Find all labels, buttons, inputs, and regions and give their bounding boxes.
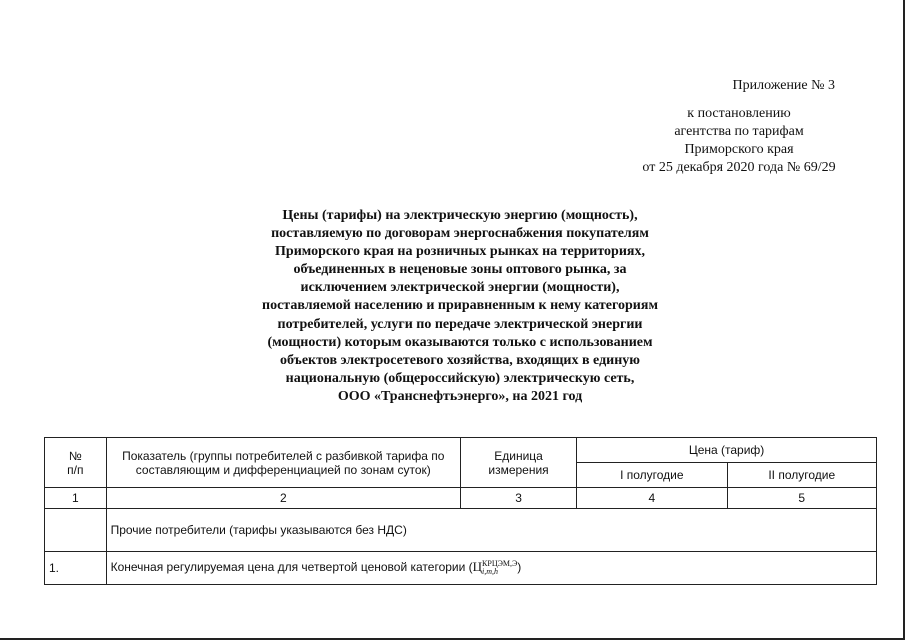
- title-line: объектов электросетевого хозяйства, входящих в единую: [280, 352, 640, 368]
- appendix-title: Приложение № 3: [732, 78, 835, 93]
- column-number: 5: [727, 488, 876, 509]
- header-unit-line2: измерения: [488, 462, 549, 477]
- formula-indices: [482, 560, 517, 576]
- formula-subscript: i,m,h: [482, 566, 499, 576]
- header-price: Цена (тариф): [577, 438, 877, 463]
- table-header-row: [45, 438, 877, 463]
- tariff-table: [44, 437, 877, 585]
- formula-superscript: КРЦЭМ,Э: [482, 558, 518, 568]
- formula-base: Ц: [472, 559, 483, 575]
- title-line: поставляемую по договорам энергоснабжения покупателям: [271, 226, 649, 242]
- appendix-block: [619, 77, 859, 177]
- appendix-line: к постановлению: [687, 106, 791, 121]
- column-number: 4: [577, 488, 727, 509]
- title-line: объединенных в неценовые зоны оптового рынка, за: [293, 262, 627, 278]
- title-line: потребителей, услуги по передаче электрической энергии: [277, 316, 643, 332]
- title-line: исключением электрической энергии (мощности),: [300, 280, 620, 296]
- appendix-line: Приморского края: [684, 142, 794, 157]
- row-number: 1.: [45, 552, 107, 585]
- header-no-line2: п/п: [67, 462, 84, 477]
- table-row: [45, 509, 877, 552]
- header-indicator-line1: Показатель (группы потребителей с разбивкой тарифа по: [122, 448, 445, 463]
- title-line: поставляемой населению и приравненным к нему категориям: [262, 298, 658, 314]
- column-number: 1: [45, 488, 107, 509]
- document-title: [225, 207, 695, 406]
- header-unit-line1: Единица: [494, 448, 543, 463]
- title-line: Цены (тарифы) на электрическую энергию (мощность),: [282, 208, 638, 223]
- appendix-line: агентства по тарифам: [674, 124, 804, 139]
- row-indicator-suffix: ): [517, 560, 522, 575]
- price-formula: [473, 559, 518, 574]
- appendix-line: от 25 декабря 2020 года № 69/29: [642, 160, 836, 175]
- header-no-line1: №: [68, 448, 82, 463]
- title-line: ООО «Транснефтьэнерго», на 2021 год: [337, 388, 583, 404]
- column-number-row: [45, 488, 877, 509]
- row-indicator: [106, 552, 876, 585]
- row-indicator: Прочие потребители (тарифы указываются без НДС): [106, 509, 876, 552]
- table-row: [45, 552, 877, 585]
- row-number: [45, 509, 107, 552]
- title-line: (мощности) которым оказываются только с использованием: [267, 334, 653, 350]
- row-indicator-text: Конечная регулируемая цена для четвертой ценовой категории (: [110, 560, 473, 575]
- title-line: национальную (общероссийскую) электрическую сеть,: [285, 370, 635, 386]
- column-number: 2: [106, 488, 460, 509]
- title-line: Приморского края на розничных рынках на территориях,: [275, 244, 645, 260]
- header-indicator-line2: составляющим и дифференциацией по зонам суток): [135, 462, 431, 477]
- header-no: [45, 438, 107, 488]
- header-half1: I полугодие: [577, 463, 727, 488]
- column-number: 3: [460, 488, 576, 509]
- header-unit: [460, 438, 576, 488]
- header-half2: II полугодие: [727, 463, 876, 488]
- header-indicator: [106, 438, 460, 488]
